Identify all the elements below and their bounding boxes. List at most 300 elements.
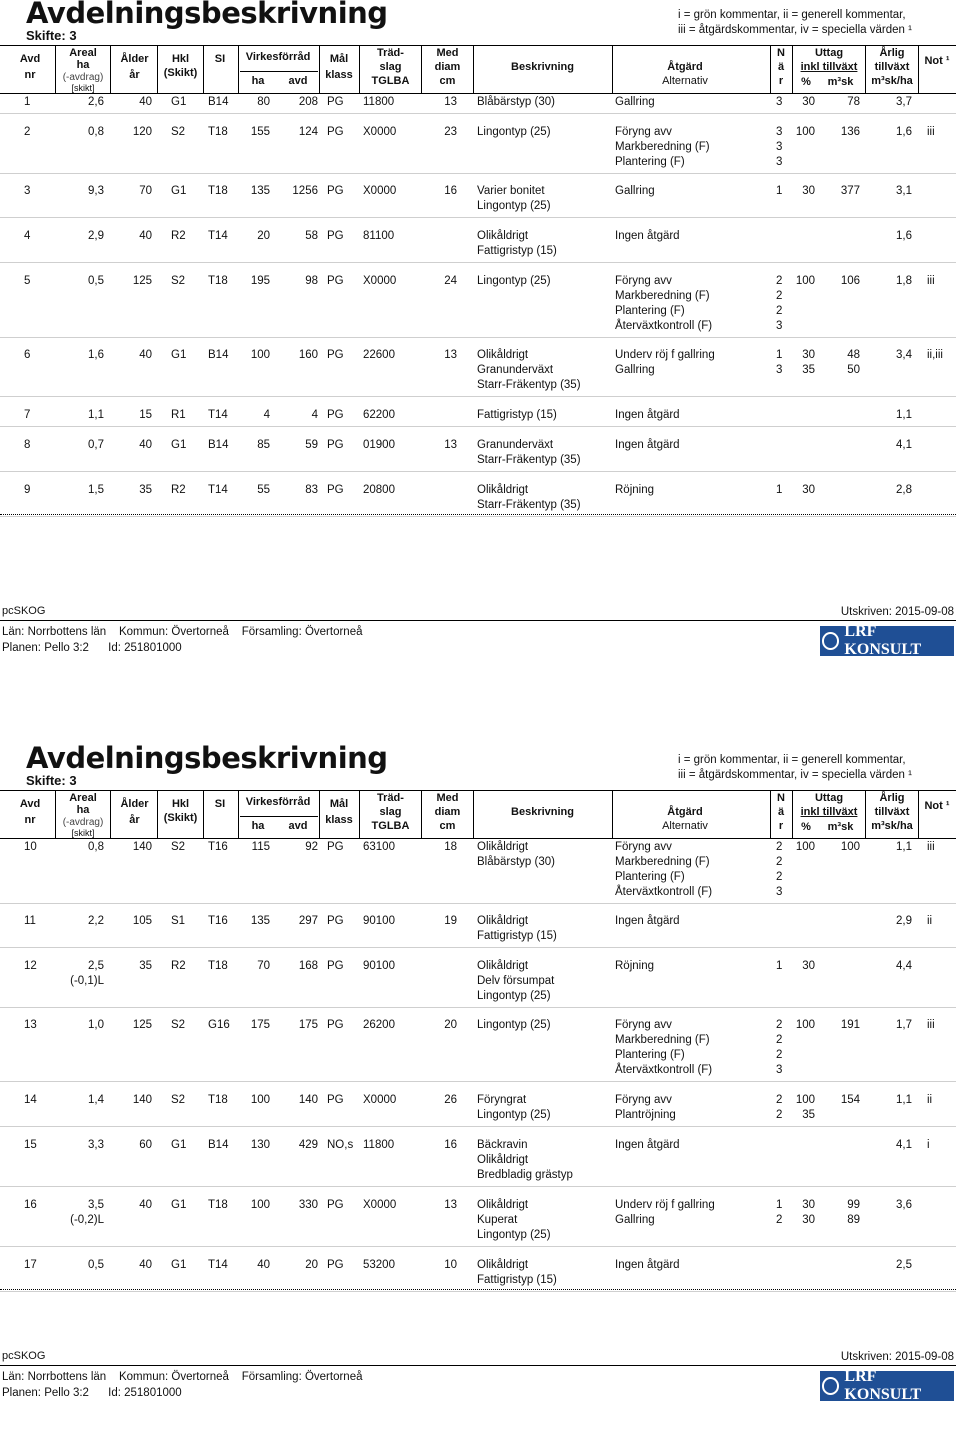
cell-vf-avd: 20 xyxy=(305,1259,318,1271)
cell-beskrivning: Starr-Fräkentyp (35) xyxy=(477,379,581,391)
cell-si: B14 xyxy=(208,349,229,361)
header-hkl-skikt: (Skikt) xyxy=(163,67,198,79)
cell-si: B14 xyxy=(208,439,229,451)
cell-alder: 140 xyxy=(132,1094,152,1106)
cell-avd: 1 xyxy=(24,96,31,108)
cell-uttag-pct: 100 xyxy=(795,1094,815,1106)
cell-uttag-pct: 100 xyxy=(795,126,815,138)
cell-vf-avd: 208 xyxy=(298,96,318,108)
cell-areal: 2,9 xyxy=(88,230,104,242)
cell-beskrivning: Fattigristyp (15) xyxy=(477,409,557,421)
cell-arlig: 1,1 xyxy=(896,841,912,853)
page-title: Avdelningsbeskrivning xyxy=(26,0,388,30)
lrf-emblem-icon xyxy=(822,1377,839,1395)
cell-alder: 120 xyxy=(132,126,152,138)
cell-areal: 0,5 xyxy=(88,275,104,287)
header-atgard: Åtgärd xyxy=(667,61,703,73)
cell-malklass: PG xyxy=(327,915,344,927)
header-m3skha: m³sk/ha xyxy=(871,75,913,87)
cell-hkl: G1 xyxy=(171,96,187,108)
lrf-konsult-logo xyxy=(820,623,954,658)
cell-alder: 105 xyxy=(132,915,152,927)
cell-uttag-m3sk: 191 xyxy=(840,1019,860,1031)
cell-atgard: Föryng avv xyxy=(615,841,672,853)
cell-si: T14 xyxy=(208,230,228,242)
header-alternativ: Alternativ xyxy=(662,820,708,832)
cell-not: iii xyxy=(927,126,935,138)
location-line xyxy=(2,626,363,638)
header-m3sk: m³sk xyxy=(827,76,854,88)
cell-beskrivning: Varier bonitet xyxy=(477,185,545,197)
software-label: pcSKOG xyxy=(2,605,46,617)
header-skikt: [skikt] xyxy=(71,83,95,93)
header-klass: klass xyxy=(325,814,353,826)
cell-vf-avd: 429 xyxy=(298,1139,318,1151)
cell-uttag-m3sk: 377 xyxy=(840,185,860,197)
cell-hkl: R2 xyxy=(171,960,186,972)
cell-nar: 2 xyxy=(776,290,783,302)
cell-areal-avdrag: (-0,1)L xyxy=(70,975,104,987)
cell-diam: 23 xyxy=(444,126,457,138)
cell-atgard: Röjning xyxy=(615,484,654,496)
cell-nar: 1 xyxy=(776,960,783,972)
header-diam: diam xyxy=(434,61,461,73)
cell-hkl: G1 xyxy=(171,439,187,451)
header-hkl: Hkl xyxy=(171,53,190,65)
cell-uttag-pct: 35 xyxy=(802,364,815,376)
cell-uttag-pct: 30 xyxy=(802,1199,815,1211)
table-header xyxy=(0,45,956,94)
cell-areal: 1,6 xyxy=(88,349,104,361)
cell-alder: 40 xyxy=(139,1199,152,1211)
cell-beskrivning: Olikåldrigt xyxy=(477,230,529,242)
cell-alder: 40 xyxy=(139,96,152,108)
cell-areal: 1,4 xyxy=(88,1094,104,1106)
row-separator xyxy=(0,113,956,114)
kommun-label: Kommun: Övertorneå xyxy=(118,1371,229,1383)
report-page-1 xyxy=(0,0,960,700)
cell-si: T18 xyxy=(208,1199,228,1211)
cell-vf-ha: 155 xyxy=(250,126,270,138)
header-n: N xyxy=(777,47,785,59)
kommun-label: Kommun: Övertorneå xyxy=(118,626,229,638)
table-end-rule xyxy=(0,1289,956,1290)
cell-atgard: Gallring xyxy=(615,96,655,108)
cell-beskrivning: Starr-Fräkentyp (35) xyxy=(477,454,581,466)
cell-atgard: Ingen åtgärd xyxy=(615,230,680,242)
comment-legend xyxy=(678,8,912,38)
header-n: N xyxy=(777,792,785,804)
cell-vf-avd: 1256 xyxy=(292,185,318,197)
cell-arlig: 2,5 xyxy=(896,1259,912,1271)
cell-uttag-pct: 30 xyxy=(802,185,815,197)
cell-atgard: Plantering (F) xyxy=(615,1049,685,1061)
cell-areal: 0,8 xyxy=(88,841,104,853)
cell-areal: 0,5 xyxy=(88,1259,104,1271)
software-label: pcSKOG xyxy=(2,1350,46,1362)
cell-uttag-pct: 30 xyxy=(802,484,815,496)
cell-vf-ha: 195 xyxy=(250,275,270,287)
header-klass: klass xyxy=(325,69,353,81)
cell-not: ii xyxy=(927,1094,933,1106)
cell-beskrivning: Granunderväxt xyxy=(477,439,554,451)
cell-atgard: Återväxtkontroll (F) xyxy=(615,1064,713,1076)
cell-nar: 2 xyxy=(776,305,783,317)
header-tglba: TGLBA xyxy=(371,820,410,832)
row-separator xyxy=(0,1186,956,1187)
cell-vf-ha: 100 xyxy=(250,349,270,361)
cell-beskrivning: Granunderväxt xyxy=(477,364,554,376)
cell-si: B14 xyxy=(208,1139,229,1151)
cell-diam: 16 xyxy=(444,185,457,197)
header-trad: Träd- xyxy=(377,47,404,59)
cell-arlig: 3,7 xyxy=(896,96,912,108)
cell-uttag-m3sk: 50 xyxy=(847,364,860,376)
cell-uttag-m3sk: 48 xyxy=(847,349,860,361)
cell-diam: 10 xyxy=(444,1259,457,1271)
cell-vf-avd: 59 xyxy=(305,439,318,451)
cell-nar: 2 xyxy=(776,871,783,883)
lrf-konsult-logo xyxy=(820,1368,954,1403)
cell-not: i xyxy=(927,1139,930,1151)
header-beskrivning: Beskrivning xyxy=(511,61,574,73)
logo-text: LRF KONSULT xyxy=(844,1368,922,1403)
cell-hkl: R2 xyxy=(171,484,186,496)
cell-vf-avd: 168 xyxy=(298,960,318,972)
cell-beskrivning: Olikåldrigt xyxy=(477,1259,529,1271)
cell-arlig: 3,6 xyxy=(896,1199,912,1211)
cell-vf-avd: 124 xyxy=(298,126,318,138)
cell-malklass: PG xyxy=(327,1259,344,1271)
cell-tglba: X0000 xyxy=(363,275,397,287)
cell-tglba: 11800 xyxy=(363,96,395,108)
cell-atgard: Gallring xyxy=(615,185,655,197)
cell-arlig: 2,8 xyxy=(896,484,912,496)
header-ar: år xyxy=(129,814,140,826)
cell-atgard: Ingen åtgärd xyxy=(615,1139,680,1151)
cell-beskrivning: Lingontyp (25) xyxy=(477,126,551,138)
header-inkl-tillvaxt: inkl tillväxt xyxy=(800,806,858,818)
cell-malklass: PG xyxy=(327,230,344,242)
cell-malklass: PG xyxy=(327,1199,344,1211)
plan-id: Id: 251801000 xyxy=(108,1387,182,1399)
cell-alder: 15 xyxy=(139,409,152,421)
cell-vf-ha: 20 xyxy=(257,230,270,242)
cell-atgard: Föryng avv xyxy=(615,275,672,287)
cell-areal: 1,5 xyxy=(88,484,104,496)
cell-malklass: PG xyxy=(327,126,344,138)
cell-atgard: Ingen åtgärd xyxy=(615,1259,680,1271)
header-uttag: Uttag xyxy=(814,47,844,59)
header-m3sk: m³sk xyxy=(827,821,854,833)
cell-si: T18 xyxy=(208,275,228,287)
printed-date: Utskriven: 2015-09-08 xyxy=(840,606,954,618)
header-mal: Mål xyxy=(329,798,349,810)
cell-beskrivning: Lingontyp (25) xyxy=(477,275,551,287)
cell-atgard: Markberedning (F) xyxy=(615,1034,710,1046)
cell-areal: 2,6 xyxy=(88,96,104,108)
header-si: SI xyxy=(214,53,226,65)
cell-nar: 2 xyxy=(776,1214,783,1226)
cell-nar: 3 xyxy=(776,156,783,168)
header-uttag: Uttag xyxy=(814,792,844,804)
cell-arlig: 1,7 xyxy=(896,1019,912,1031)
cell-beskrivning: Lingontyp (25) xyxy=(477,1229,551,1241)
cell-hkl: S1 xyxy=(171,915,186,927)
cell-diam: 20 xyxy=(444,1019,457,1031)
cell-uttag-pct: 100 xyxy=(795,841,815,853)
cell-atgard: Plantering (F) xyxy=(615,871,685,883)
cell-arlig: 2,9 xyxy=(896,915,912,927)
cell-areal: 0,8 xyxy=(88,126,104,138)
cell-areal: 2,2 xyxy=(88,915,104,927)
header-ar: år xyxy=(129,69,140,81)
cell-beskrivning: Lingontyp (25) xyxy=(477,990,551,1002)
cell-alder: 40 xyxy=(139,230,152,242)
lan-label: Län: Norrbottens län xyxy=(2,1371,107,1383)
header-mal: Mål xyxy=(329,53,349,65)
header-alder: Ålder xyxy=(120,798,149,810)
cell-areal: 1,1 xyxy=(88,409,104,421)
cell-si: T18 xyxy=(208,126,228,138)
header-diam: diam xyxy=(434,806,461,818)
cell-beskrivning: Bredbladig grästyp xyxy=(477,1169,573,1181)
cell-tglba: 62200 xyxy=(363,409,395,421)
cell-avd: 6 xyxy=(24,349,31,361)
cell-atgard: Plantröjning xyxy=(615,1109,676,1121)
cell-avd: 13 xyxy=(24,1019,37,1031)
cell-arlig: 1,8 xyxy=(896,275,912,287)
row-separator xyxy=(0,1007,956,1008)
cell-not: ii,iii xyxy=(927,349,943,361)
cell-diam: 16 xyxy=(444,1139,457,1151)
legend-line-1: i = grön kommentar, ii = generell kommentar, xyxy=(678,9,906,21)
cell-alder: 40 xyxy=(139,349,152,361)
cell-atgard: Föryng avv xyxy=(615,1094,672,1106)
cell-avd: 2 xyxy=(24,126,31,138)
cell-malklass: PG xyxy=(327,1094,344,1106)
cell-tglba: 20800 xyxy=(363,484,395,496)
cell-beskrivning: Blåbärstyp (30) xyxy=(477,96,555,108)
cell-malklass: PG xyxy=(327,349,344,361)
cell-vf-avd: 98 xyxy=(305,275,318,287)
row-separator xyxy=(0,262,956,263)
cell-beskrivning: Olikåldrigt xyxy=(477,484,529,496)
skifte-label: Skifte: 3 xyxy=(26,773,77,788)
cell-alder: 40 xyxy=(139,439,152,451)
row-separator xyxy=(0,1291,956,1292)
cell-si: B14 xyxy=(208,96,229,108)
cell-tglba: X0000 xyxy=(363,1199,397,1211)
printed-date: Utskriven: 2015-09-08 xyxy=(840,1351,954,1363)
cell-hkl: S2 xyxy=(171,1094,186,1106)
cell-avd: 12 xyxy=(24,960,37,972)
cell-beskrivning: Lingontyp (25) xyxy=(477,1109,551,1121)
cell-not: iii xyxy=(927,1019,935,1031)
location-line xyxy=(2,1371,363,1383)
cell-avd: 8 xyxy=(24,439,31,451)
header-arlig: Årlig xyxy=(879,792,905,804)
cell-uttag-m3sk: 100 xyxy=(840,841,860,853)
header-tglba: TGLBA xyxy=(371,75,410,87)
header-vf-ha: ha xyxy=(251,820,265,832)
cell-nar: 2 xyxy=(776,1094,783,1106)
cell-malklass: PG xyxy=(327,185,344,197)
plan-line xyxy=(2,642,182,654)
cell-avd: 3 xyxy=(24,185,31,197)
header-ha: ha xyxy=(76,804,90,816)
cell-not: ii xyxy=(927,915,933,927)
cell-beskrivning: Starr-Fräkentyp (35) xyxy=(477,499,581,511)
cell-vf-ha: 115 xyxy=(251,841,270,853)
cell-beskrivning: Lingontyp (25) xyxy=(477,1019,551,1031)
cell-avd: 15 xyxy=(24,1139,37,1151)
cell-si: T18 xyxy=(208,1094,228,1106)
cell-hkl: S2 xyxy=(171,275,186,287)
header-alternativ: Alternativ xyxy=(662,75,708,87)
row-separator xyxy=(0,173,956,174)
header-skikt: [skikt] xyxy=(71,828,95,838)
cell-avd: 16 xyxy=(24,1199,37,1211)
cell-atgard: Markberedning (F) xyxy=(615,290,710,302)
cell-alder: 35 xyxy=(139,484,152,496)
header-med: Med xyxy=(436,47,459,59)
row-separator xyxy=(0,217,956,218)
cell-beskrivning: Olikåldrigt xyxy=(477,1199,529,1211)
header-areal: Areal xyxy=(69,792,97,804)
cell-nar: 2 xyxy=(776,275,783,287)
header-pct: % xyxy=(801,821,811,833)
row-separator xyxy=(0,471,956,472)
cell-diam: 19 xyxy=(444,915,457,927)
cell-vf-avd: 160 xyxy=(298,349,318,361)
cell-uttag-m3sk: 136 xyxy=(840,126,860,138)
cell-arlig: 1,6 xyxy=(896,126,912,138)
cell-beskrivning: Olikåldrigt xyxy=(477,841,529,853)
header-si: SI xyxy=(214,798,226,810)
header-not: Not ¹ xyxy=(924,800,950,812)
cell-beskrivning: Olikåldrigt xyxy=(477,1154,529,1166)
cell-beskrivning: Olikåldrigt xyxy=(477,915,529,927)
cell-hkl: G1 xyxy=(171,1139,187,1151)
cell-vf-avd: 140 xyxy=(298,1094,318,1106)
cell-nar: 1 xyxy=(776,185,783,197)
cell-si: G16 xyxy=(208,1019,230,1031)
cell-malklass: PG xyxy=(327,439,344,451)
cell-beskrivning: Föryngrat xyxy=(477,1094,527,1106)
cell-arlig: 1,1 xyxy=(896,409,912,421)
cell-vf-avd: 330 xyxy=(298,1199,318,1211)
cell-beskrivning: Olikåldrigt xyxy=(477,960,529,972)
cell-vf-ha: 85 xyxy=(257,439,270,451)
cell-beskrivning: Delv försumpat xyxy=(477,975,555,987)
header-slag: slag xyxy=(379,806,402,818)
cell-si: T14 xyxy=(208,1259,228,1271)
cell-atgard: Gallring xyxy=(615,364,655,376)
skifte-label: Skifte: 3 xyxy=(26,28,77,43)
header-r: r xyxy=(778,820,784,832)
cell-atgard: Markberedning (F) xyxy=(615,141,710,153)
cell-nar: 3 xyxy=(776,96,783,108)
cell-malklass: PG xyxy=(327,96,344,108)
cell-nar: 3 xyxy=(776,126,783,138)
cell-vf-ha: 80 xyxy=(257,96,270,108)
header-vf-avd: avd xyxy=(288,75,308,87)
cell-malklass: NO,s xyxy=(327,1139,354,1151)
cell-si: T14 xyxy=(208,409,228,421)
cell-vf-ha: 135 xyxy=(250,915,270,927)
cell-tglba: 26200 xyxy=(363,1019,395,1031)
cell-hkl: G1 xyxy=(171,1259,187,1271)
cell-nar: 2 xyxy=(776,1049,783,1061)
header-pct: % xyxy=(801,76,811,88)
header-not: Not ¹ xyxy=(924,55,950,67)
cell-diam: 13 xyxy=(444,439,457,451)
cell-avd: 4 xyxy=(24,230,31,242)
cell-areal: 2,5 xyxy=(88,960,104,972)
cell-beskrivning: Fattigristyp (15) xyxy=(477,930,557,942)
cell-si: T14 xyxy=(208,484,228,496)
cell-vf-ha: 70 xyxy=(257,960,270,972)
cell-atgard: Föryng avv xyxy=(615,1019,672,1031)
cell-beskrivning: Fattigristyp (15) xyxy=(477,1274,557,1286)
cell-nar: 3 xyxy=(776,320,783,332)
cell-beskrivning: Fattigristyp (15) xyxy=(477,245,557,257)
cell-uttag-pct: 100 xyxy=(795,1019,815,1031)
header-avd: Avd xyxy=(19,798,41,810)
cell-diam: 13 xyxy=(444,96,457,108)
header-trad: Träd- xyxy=(377,792,404,804)
cell-not: iii xyxy=(927,275,935,287)
cell-areal-avdrag: (-0,2)L xyxy=(70,1214,104,1226)
cell-arlig: 3,4 xyxy=(896,349,912,361)
cell-avd: 14 xyxy=(24,1094,37,1106)
header-ha: ha xyxy=(76,59,90,71)
cell-diam: 13 xyxy=(444,349,457,361)
cell-vf-ha: 100 xyxy=(250,1199,270,1211)
cell-nar: 2 xyxy=(776,1109,783,1121)
cell-atgard: Föryng avv xyxy=(615,126,672,138)
forsamling-label: Församling: Övertorneå xyxy=(241,1371,363,1383)
header-r: r xyxy=(778,75,784,87)
cell-arlig: 3,1 xyxy=(896,185,912,197)
header-m3skha: m³sk/ha xyxy=(871,820,913,832)
legend-line-1: i = grön kommentar, ii = generell kommentar, xyxy=(678,754,906,766)
cell-vf-avd: 58 xyxy=(305,230,318,242)
cell-atgard: Återväxtkontroll (F) xyxy=(615,886,713,898)
cell-alder: 70 xyxy=(139,185,152,197)
cell-alder: 40 xyxy=(139,1259,152,1271)
cell-arlig: 4,4 xyxy=(896,960,912,972)
header-cm: cm xyxy=(439,820,456,832)
cell-tglba: X0000 xyxy=(363,126,397,138)
cell-vf-ha: 175 xyxy=(250,1019,270,1031)
cell-hkl: R2 xyxy=(171,230,186,242)
cell-atgard: Plantering (F) xyxy=(615,305,685,317)
header-avdrag: (-avdrag) xyxy=(62,72,104,83)
legend-line-2: iii = åtgärdskommentar, iv = speciella värden ¹ xyxy=(678,769,912,781)
cell-si: T18 xyxy=(208,185,228,197)
cell-hkl: S2 xyxy=(171,841,186,853)
header-atgard: Åtgärd xyxy=(667,806,703,818)
cell-hkl: S2 xyxy=(171,126,186,138)
cell-alder: 125 xyxy=(132,1019,152,1031)
header-nr: nr xyxy=(24,69,36,81)
row-separator xyxy=(0,337,956,338)
header-cm: cm xyxy=(439,75,456,87)
cell-hkl: R1 xyxy=(171,409,186,421)
cell-alder: 140 xyxy=(132,841,152,853)
